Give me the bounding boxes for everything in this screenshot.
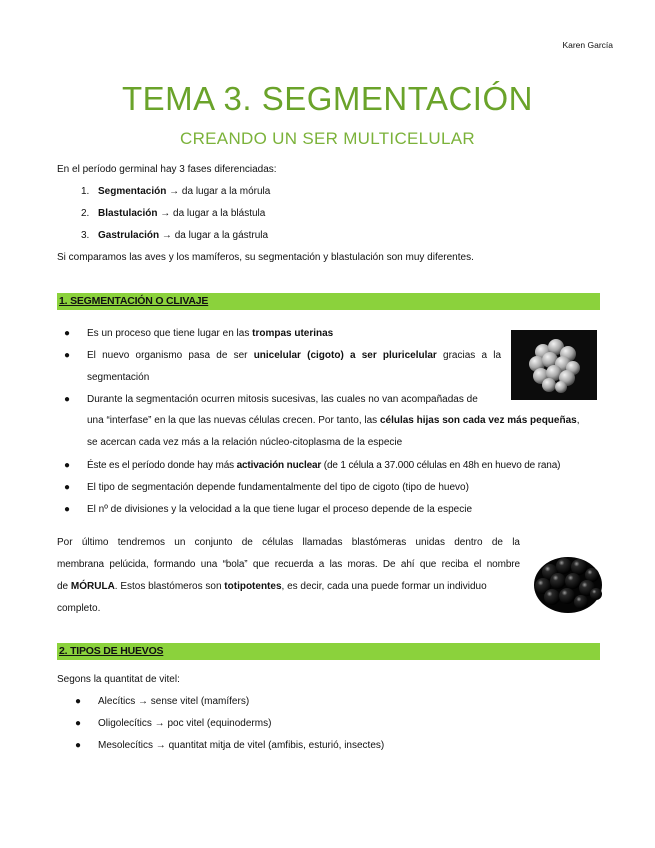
morula-image (511, 330, 597, 400)
page-subtitle: CREANDO UN SER MULTICELULAR (180, 129, 475, 148)
list-item-continuation: segmentación (87, 372, 150, 383)
phase-item: 1. Segmentación → da lugar a la mórula (81, 186, 271, 197)
bullet-icon: ● (75, 696, 82, 707)
phase-item: 2. Blastulación → da lugar a la blástula (81, 208, 266, 219)
list-item: ● El nº de divisiones y la velocidad a la que tiene lugar el proceso depende de la especie (64, 504, 473, 515)
blackberry-image (530, 550, 606, 616)
morula-paragraph-line: completo. (57, 603, 101, 614)
intro-text: En el período germinal hay 3 fases diferenciadas: (57, 164, 277, 175)
section-heading-tipos-huevos: 2. TIPOS DE HUEVOS (57, 643, 600, 660)
bullet-icon: ● (64, 504, 71, 515)
list-item: ● Mesolecítics → quantitat mitja de vitel (amfibis, esturió, insectes) (75, 740, 385, 751)
list-item: ● Durante la segmentación ocurren mitosis sucesivas, las cuales no van acompañadas de (64, 394, 478, 405)
bullet-icon: ● (64, 350, 71, 361)
list-item-continuation: se acercan cada vez más a la relación núcleo-citoplasma de la especie (87, 437, 403, 448)
bullet-icon: ● (64, 482, 71, 493)
list-item: ● Es un proceso que tiene lugar en las trompas uterinas (64, 328, 334, 339)
section-heading-segmentacion: 1. SEGMENTACIÓN O CLIVAJE (57, 293, 600, 310)
morula-paragraph-line: de MÓRULA. Estos blastómeros son totipotentes, es decir, cada una puede formar un individuo (57, 581, 487, 592)
section2-intro: Segons la quantitat de vitel: (57, 674, 180, 685)
bullet-icon: ● (64, 460, 70, 471)
list-item-continuation: una “interfase” en la que las nuevas células crecen. Por tanto, las células hijas son cada vez más pequeñas, (87, 415, 580, 426)
bullet-icon: ● (75, 718, 82, 729)
bullet-icon: ● (75, 740, 82, 751)
bullet-icon: ● (64, 394, 71, 405)
bullet-icon: ● (64, 328, 71, 339)
author-name: Karen García (562, 40, 613, 50)
morula-paragraph-line: membrana pelúcida, formando una “bola” que recuerda a las moras. De ahí que reciba el nombre (57, 559, 520, 570)
compare-text: Si comparamos las aves y los mamíferos, su segmentación y blastulación son muy diferentes. (57, 252, 474, 263)
page-title: TEMA 3. SEGMENTACIÓN (122, 80, 533, 117)
list-item: ● Oligolecítics → poc vitel (equinoderms) (75, 718, 272, 729)
list-item: ● El tipo de segmentación depende fundamentalmente del tipo de cigoto (tipo de huevo) (64, 482, 469, 493)
morula-paragraph-line: Por último tendremos un conjunto de células llamadas blastómeras unidas dentro de la (57, 537, 520, 548)
list-item: ● El nuevo organismo pasa de ser unicelular (cigoto) a ser pluricelular gracias a la (64, 350, 502, 361)
list-item: ● Éste es el período donde hay más activación nuclear (de 1 célula a 37.000 células en 48h en huevo de rana) (64, 460, 561, 471)
list-item: ● Alecítics → sense vitel (mamífers) (75, 696, 250, 707)
phase-item: 3. Gastrulación → da lugar a la gástrula (81, 230, 269, 241)
